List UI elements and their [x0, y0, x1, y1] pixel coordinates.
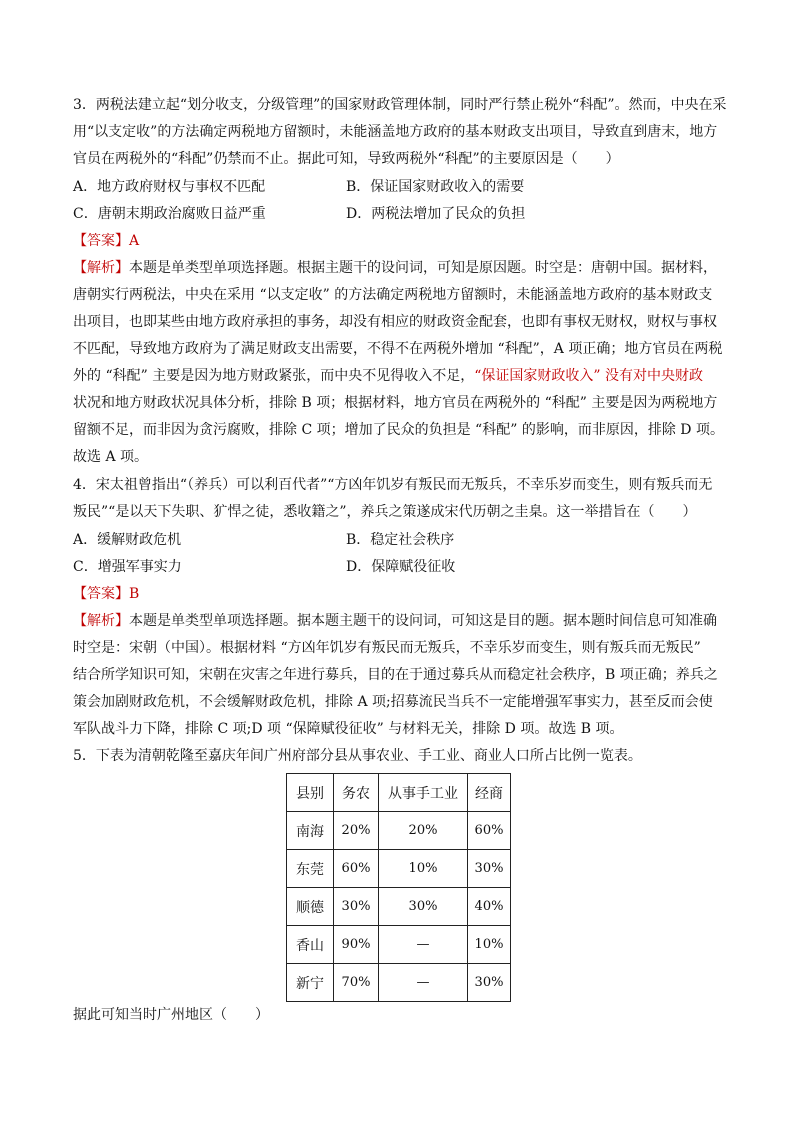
q4-analysis-tag: 【解析】	[73, 613, 129, 629]
q4-analysis-line-4: 策会加剧财政危机，不会缓解财政危机，排除 A 项;招募流民当兵不一定能增强军事实力，甚至反而会使	[73, 694, 713, 710]
table-cell: 20%	[334, 812, 379, 850]
table-cell: 30%	[334, 888, 379, 926]
q4-analysis-line-5: 军队战斗力下降，排除 C 项;D 项 “保障赋役征收” 与材料无关，排除 D 项。故选 B 项。	[73, 721, 624, 737]
table-cell: 20%	[379, 812, 468, 850]
table-cell: 10%	[379, 850, 468, 888]
table-cell: —	[379, 926, 468, 964]
q3-analysis-line-4: 不匹配，导致地方政府为了满足财政支出需要，不得不在两税外增加 “科配”，A 项正确；地方官员在两税	[73, 341, 723, 357]
table-row	[287, 812, 511, 850]
q4-analysis-line-2: 时空是：宋朝（中国）。根据材料 “方凶年饥岁有叛民而无叛兵，不幸乐岁而变生，则有叛兵而无叛民”	[73, 640, 701, 656]
q5-question-tail: 据此可知当时广州地区（ ）	[73, 1007, 269, 1023]
table-cell: 新宁	[287, 964, 334, 1002]
q3-stem-line-3: 官员在两税外的“科配”仍禁而不止。据此可知，导致两税外“科配”的主要原因是（ ）	[73, 151, 620, 167]
table-cell: 10%	[468, 926, 511, 964]
table-row	[287, 850, 511, 888]
table-cell: 60%	[334, 850, 379, 888]
table-cell: 南海	[287, 812, 334, 850]
table-cell: 70%	[334, 964, 379, 1002]
q4-option-b: B．稳定社会秩序	[346, 532, 455, 548]
q4-option-c: C．增强军事实力	[73, 559, 182, 575]
q4-stem-line-1: 4．宋太祖曾指出“（养兵）可以利百代者”“方凶年饥岁有叛民而无叛兵，不幸乐岁而变生，则有叛兵而无	[73, 477, 713, 493]
q4-option-d: D．保障赋役征收	[346, 559, 456, 575]
table-cell: 60%	[468, 812, 511, 850]
q3-analysis-text-5: 外的 “科配” 主要是因为地方财政紧张，而中央不见得收入不足，	[73, 368, 475, 384]
q4-analysis-line-1	[73, 611, 717, 631]
table-row	[287, 888, 511, 926]
q3-analysis-tag: 【解析】	[73, 260, 129, 276]
q3-option-d: D．两税法增加了民众的负担	[346, 206, 526, 222]
table-cell: 30%	[468, 850, 511, 888]
table-cell: 东莞	[287, 850, 334, 888]
q4-analysis-text-1: 本题是单类型单项选择题。据本题主题干的设问词，可知这是目的题。据本题时间信息可知准确	[129, 613, 717, 629]
table-cell: —	[379, 964, 468, 1002]
q3-analysis-line-5	[73, 366, 703, 386]
q3-stem-line-1: 3．两税法建立起“划分收支，分级管理”的国家财政管理体制，同时严行禁止税外“科配”。然而，中央在采	[73, 97, 727, 113]
q3-option-a: A．地方政府财权与事权不匹配	[73, 179, 266, 195]
table-cell: 香山	[287, 926, 334, 964]
q4-stem-line-2: 叛民”“是以天下失职、犷悍之徒，悉收籍之”，养兵之策遂成宋代历朝之圭臬。这一举措旨在（ ）	[73, 504, 697, 520]
q3-option-c: C．唐朝末期政治腐败日益严重	[73, 206, 266, 222]
q4-answer: 【答案】B	[73, 586, 140, 602]
table-cell: 30%	[468, 964, 511, 1002]
q3-analysis-line-6: 状况和地方财政状况具体分析，排除 B 项；根据材料，地方官员在两税外的 “科配” 主要是因为两税地方	[73, 395, 718, 411]
q5-data-table	[286, 773, 511, 1002]
q5-stem: 5．下表为清朝乾隆至嘉庆年间广州府部分县从事农业、手工业、商业人口所占比例一览表。	[73, 748, 642, 764]
table-header-cell: 从事手工业	[379, 774, 468, 812]
table-cell: 40%	[468, 888, 511, 926]
table-header-cell: 经商	[468, 774, 511, 812]
q3-analysis-line-1	[73, 258, 717, 278]
q3-analysis-text-1: 本题是单类型单项选择题。根据主题干的设问词，可知是原因题。时空是：唐朝中国。据材料，	[129, 260, 717, 276]
q4-option-a: A．缓解财政危机	[73, 532, 182, 548]
table-header-cell: 务农	[334, 774, 379, 812]
q4-analysis-line-3: 结合所学知识可知，宋朝在灾害之年进行募兵，目的在于通过募兵从而稳定社会秩序，B 项正确；养兵之	[73, 667, 718, 683]
table-header-cell: 县别	[287, 774, 334, 812]
q3-analysis-line-8: 故选 A 项。	[73, 449, 149, 465]
table-row	[287, 964, 511, 1002]
q3-analysis-line-7: 留额不足，而非因为贪污腐败，排除 C 项；增加了民众的负担是 “科配” 的影响，而非原因，排除 D 项。	[73, 422, 724, 438]
q3-analysis-red-text: “保证国家财政收入” 没有对中央财政	[474, 368, 703, 384]
q3-analysis-line-3: 出项目，也即某些由地方政府承担的事务，却没有相应的财政资金配套，也即有事权无财权，财权与事权	[73, 314, 717, 330]
q3-answer: 【答案】A	[73, 233, 140, 249]
table-cell: 90%	[334, 926, 379, 964]
table-row	[287, 926, 511, 964]
q3-stem-line-2: 用“以支定收”的方法确定两税地方留额时，未能涵盖地方政府的基本财政支出项目，导致直到唐末，地方	[73, 124, 718, 140]
q3-option-b: B．保证国家财政收入的需要	[346, 179, 525, 195]
q3-analysis-line-2: 唐朝实行两税法，中央在采用 “以支定收” 的方法确定两税地方留额时，未能涵盖地方政府的基本财政支	[73, 287, 713, 303]
table-header-row	[287, 774, 511, 812]
table-cell: 顺德	[287, 888, 334, 926]
table-cell: 30%	[379, 888, 468, 926]
